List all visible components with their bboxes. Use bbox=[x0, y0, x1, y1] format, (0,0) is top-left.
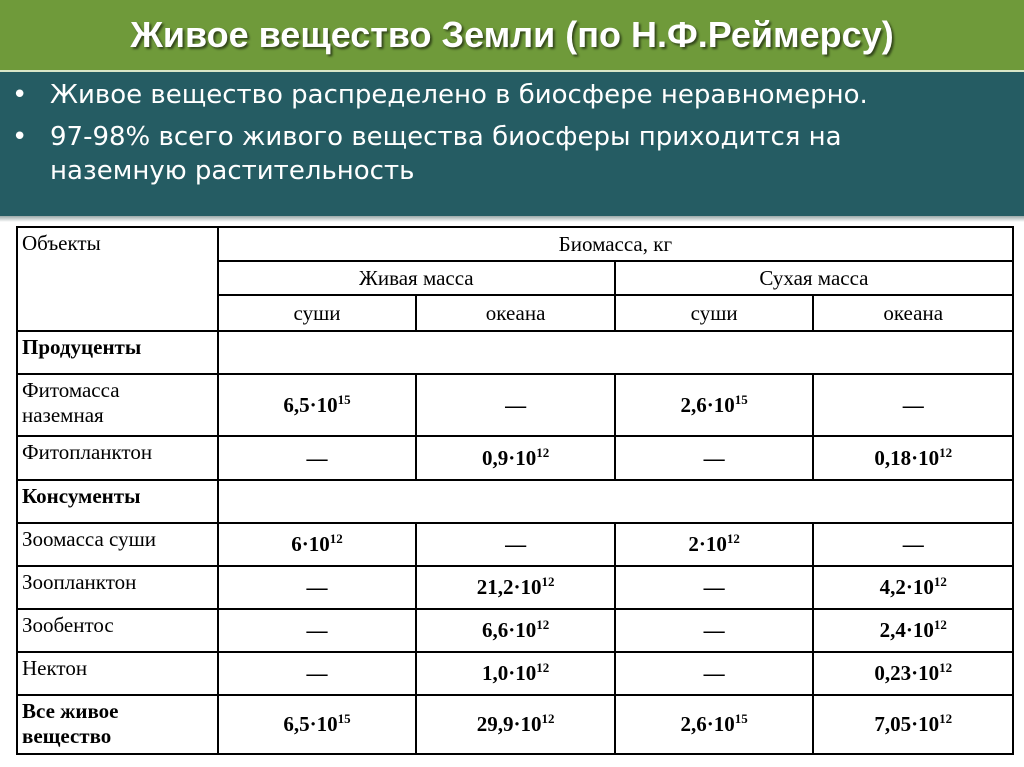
section-empty-cell bbox=[218, 331, 1013, 374]
dash-cell: — bbox=[416, 374, 615, 436]
subheader-land-dry: суши bbox=[615, 295, 814, 331]
dash-cell: — bbox=[218, 609, 417, 652]
value-cell: $0,18\cdot 10^{12}$ bbox=[813, 436, 1013, 480]
table-row bbox=[17, 436, 1013, 480]
value-cell: $6,5\cdot 10^{15}$ bbox=[218, 374, 417, 436]
subheader-land-live: суши bbox=[218, 295, 417, 331]
subheader-ocean-dry: океана bbox=[813, 295, 1013, 331]
value-cell: $0,9\cdot 10^{12}$ bbox=[416, 436, 615, 480]
value-cell: $2\cdot 10^{12}$ bbox=[615, 523, 814, 566]
table-row bbox=[17, 566, 1013, 609]
value-cell: $6,6\cdot 10^{12}$ bbox=[416, 609, 615, 652]
subheader-ocean-live: океана bbox=[416, 295, 615, 331]
dash-cell: — bbox=[416, 523, 615, 566]
value-cell: $1,0\cdot 10^{12}$ bbox=[416, 652, 615, 695]
section-row bbox=[17, 480, 1013, 523]
header-biomass: Биомасса, кг bbox=[218, 227, 1013, 261]
row-label: Нектон bbox=[17, 652, 218, 695]
row-label: Фитомасса наземная bbox=[17, 374, 218, 436]
dash-cell: — bbox=[218, 566, 417, 609]
header-dry-mass: Сухая масса bbox=[615, 261, 1013, 295]
value-cell: $2,4\cdot 10^{12}$ bbox=[813, 609, 1013, 652]
value-cell: $21,2\cdot 10^{12}$ bbox=[416, 566, 615, 609]
value-cell: $4,2\cdot 10^{12}$ bbox=[813, 566, 1013, 609]
bullet-marker: • bbox=[12, 122, 28, 152]
section-empty-cell bbox=[218, 480, 1013, 523]
value-cell: $29,9\cdot 10^{12}$ bbox=[416, 695, 615, 754]
dash-cell: — bbox=[813, 374, 1013, 436]
value-cell: $2,6\cdot 10^{15}$ bbox=[615, 374, 814, 436]
dash-cell: — bbox=[615, 652, 814, 695]
header-objects: Объекты bbox=[17, 227, 218, 331]
row-label: Все живое вещество bbox=[17, 695, 218, 754]
table-row bbox=[17, 374, 1013, 436]
table-row bbox=[17, 652, 1013, 695]
row-label: Зообентос bbox=[17, 609, 218, 652]
row-label: Продуценты bbox=[17, 331, 218, 374]
bullet-marker: • bbox=[12, 80, 28, 110]
row-label: Зоопланктон bbox=[17, 566, 218, 609]
dash-cell: — bbox=[615, 609, 814, 652]
value-cell: $6,5\cdot 10^{15}$ bbox=[218, 695, 417, 754]
divider-shadow bbox=[0, 216, 1024, 222]
row-label: Зоомасса суши bbox=[17, 523, 218, 566]
row-label: Фитопланктон bbox=[17, 436, 218, 480]
section-row bbox=[17, 331, 1013, 374]
table-row bbox=[17, 609, 1013, 652]
value-cell: $2,6\cdot 10^{15}$ bbox=[615, 695, 814, 754]
slide-title: Живое вещество Земли (по Н.Ф.Реймерсу) bbox=[0, 0, 1024, 70]
dash-cell: — bbox=[615, 436, 814, 480]
info-box bbox=[0, 70, 1024, 216]
header-live-mass: Живая масса bbox=[218, 261, 615, 295]
bullet-1-text: Живое вещество распределено в биосфере неравномерно. bbox=[50, 80, 868, 110]
bullet-2-line-1: 97-98% всего живого вещества биосферы приходится на bbox=[50, 122, 842, 152]
bullet-2-line-2: наземную растительность bbox=[50, 156, 415, 186]
dash-cell: — bbox=[615, 566, 814, 609]
value-cell: $7,05\cdot 10^{12}$ bbox=[813, 695, 1013, 754]
table-row bbox=[17, 523, 1013, 566]
dash-cell: — bbox=[218, 652, 417, 695]
table-row bbox=[17, 695, 1013, 754]
row-label: Консументы bbox=[17, 480, 218, 523]
dash-cell: — bbox=[813, 523, 1013, 566]
value-cell: $0,23\cdot 10^{12}$ bbox=[813, 652, 1013, 695]
value-cell: $6\cdot 10^{12}$ bbox=[218, 523, 417, 566]
dash-cell: — bbox=[218, 436, 417, 480]
biomass-table bbox=[16, 226, 1014, 755]
